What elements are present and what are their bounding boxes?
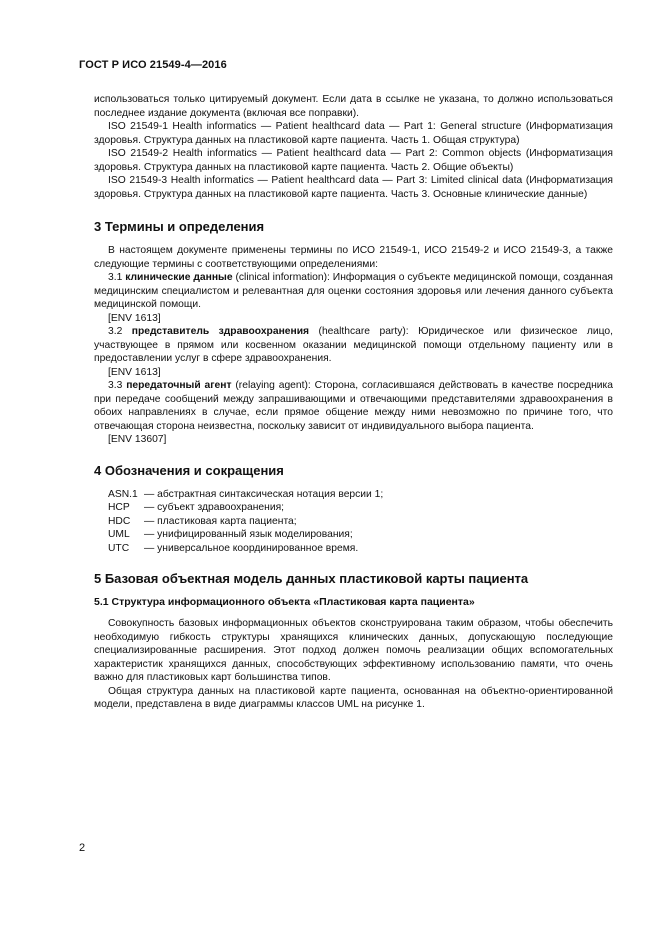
abbreviation-description: — универсальное координированное время. [144,542,359,554]
term-name: клинические данные [125,272,233,283]
reference-iso-21549-3: ISO 21549-3 Health informatics — Patient healthcard data — Part 3: Limited clinical data (Информатизация здоровья. Структура данных на пластиковой карте пациента. Часть 3. Основные клинические данные) [94,175,613,200]
reference-paragraph: использоваться только цитируемый документ. Если дата в ссылке не указана, то должно использоваться последнее издание документа (включая все поправки). [94,94,613,119]
term-name: представитель здравоохранения [131,326,310,337]
term-source-reference: [ENV 1613] [108,366,161,378]
page-number: 2 [79,842,86,854]
abbreviation-description: — субъект здравоохранения; [144,502,285,513]
term-name: передаточный агент [126,380,232,391]
term-number: 3.3 [108,380,123,391]
abbreviation-code: HDC [108,515,131,527]
section-5-paragraph-1: Совокупность базовых информационных объектов сконструирована таким образом, чтобы обеспечить необходимую гибкость структуры хранящихся клинических данных, допускающую последующие специализированные расширения. Этот подход должен помочь реализации общих вспомогательных характеристик хранящихся данных, способствующих эффективному использованию памяти, что очень важно для пластиковых карт большинства типов. [94,618,613,683]
term-source-reference: [ENV 1613] [108,312,161,324]
page-content [94,93,613,712]
abbreviation-code: UML [108,529,130,540]
term-3-2 [94,325,613,366]
term-source-reference: [ENV 13607] [108,434,167,445]
abbreviation-item [108,542,613,556]
abbreviation-list [94,488,613,556]
section-3-intro: В настоящем документе применены термины по ИСО 21549-1, ИСО 21549-2 и ИСО 21549-3, а также следующие термины с соответствующими определениями: [94,245,613,270]
term-definition: (clinical information): Информация о субъекте медицинской помощи, созданная медицинским специалистом и релевантная для оценки состояния здоровья или лечения данного субъекта медицинской помощи. [94,272,613,310]
reference-iso-21549-2: ISO 21549-2 Health informatics — Patient healthcard data — Part 2: Common objects (Информатизация здоровья. Структура данных на пластиковой карте пациента. Часть 2. Общие объекты) [94,148,613,173]
abbreviation-description: — пластиковая карта пациента; [144,515,297,527]
term-number: 3.1 [108,272,123,283]
abbreviation-item [108,488,613,502]
abbreviation-description: — унифицированный язык моделирования; [144,529,353,540]
section-3-heading: 3 Термины и определения [94,219,265,234]
section-4-heading: 4 Обозначения и сокращения [94,462,284,478]
abbreviation-item [108,528,613,542]
term-3-1 [94,271,613,312]
abbreviation-code: HCP [108,502,130,513]
section-5-heading: 5 Базовая объектная модель данных пластиковой карты пациента [94,571,529,586]
document-header-title: ГОСТ Р ИСО 21549-4—2016 [79,59,227,71]
section-5-paragraph-2: Общая структура данных на пластиковой карте пациента, основанная на объектно-ориентированной модели, представлена в виде диаграммы классов UML на рисунке 1. [94,685,613,710]
term-definition: (healthcare party): Юридическое или физическое лицо, участвующее в прямом или косвенном оказании медицинской помощи отдельному пациенту или в предоставлении услуг в сфере здравоохранения. [94,326,613,364]
subsection-5-1-heading: 5.1 Структура информационного объекта «Пластиковая карта пациента» [94,596,475,608]
term-definition: (relaying agent): Сторона, согласившаяся действовать в качестве посредника при передаче сообщений между запрашивающими и отвечающими представителями здравоохранения в обоих направлениях в случае, если прямое общение между ними невозможно по причине того, что отвечающая сторона неизвестна, поскольку зависит от индивидуального выбора пациента. [94,380,613,432]
term-number: 3.2 [108,326,123,337]
reference-iso-21549-1: ISO 21549-1 Health informatics — Patient healthcard data — Part 1: General structure (Информатизация здоровья. Структура данных на пластиковой карте пациента. Часть 1. Общая структура) [94,121,613,146]
abbreviation-code: ASN.1 [108,488,138,500]
abbreviation-item [108,515,613,529]
term-3-3 [94,379,613,433]
abbreviation-item [108,501,613,515]
abbreviation-code: UTC [108,542,130,554]
abbreviation-description: — абстрактная синтаксическая нотация версии 1; [144,488,384,500]
